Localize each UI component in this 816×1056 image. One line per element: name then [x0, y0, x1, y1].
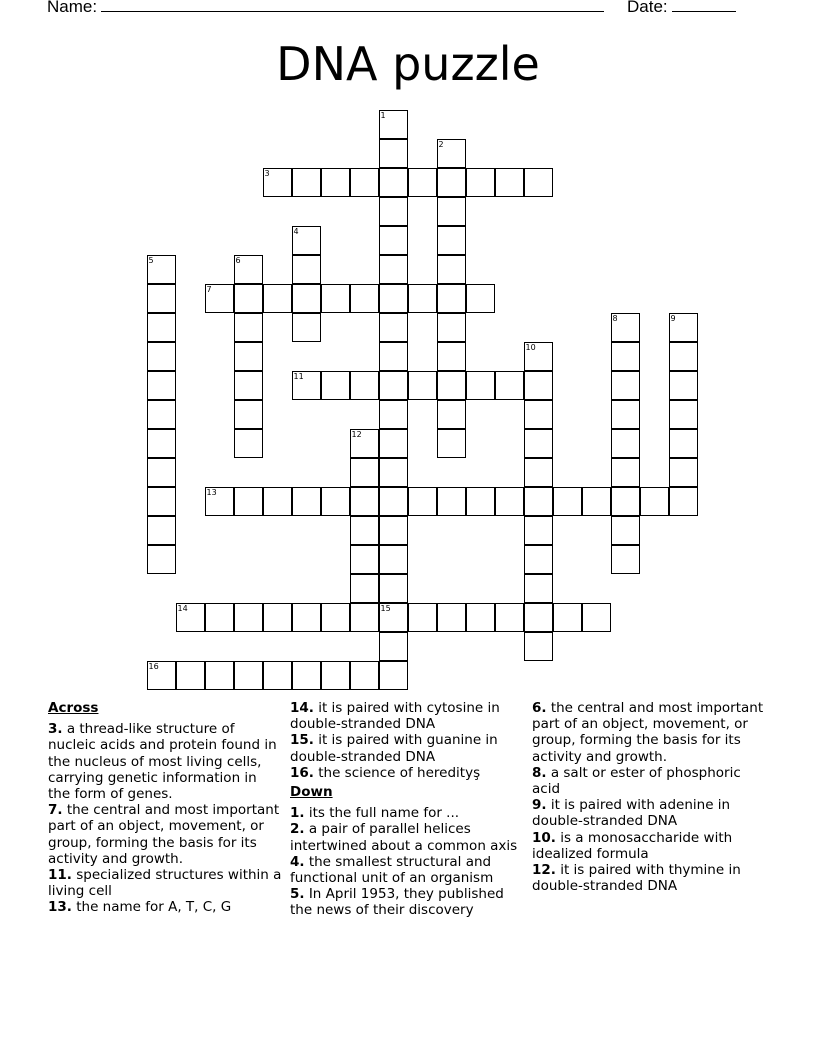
clue-number: 2	[438, 140, 444, 149]
clue-number-label: 15.	[290, 732, 314, 749]
clue-number-label: 11.	[48, 867, 72, 884]
grid-cell[interactable]	[379, 342, 408, 371]
clue-number-label: 16.	[290, 764, 314, 781]
grid-cell[interactable]	[263, 168, 292, 197]
clue-item	[290, 821, 526, 853]
clue-number-label: 5.	[290, 886, 305, 903]
grid-cell[interactable]	[147, 516, 176, 545]
grid-cell[interactable]	[611, 458, 640, 487]
grid-cell[interactable]	[437, 139, 466, 168]
grid-cell[interactable]	[669, 429, 698, 458]
page-title: DNA puzzle	[276, 37, 540, 91]
clue-item	[532, 700, 768, 765]
grid-cell[interactable]	[379, 255, 408, 284]
grid-cell[interactable]	[350, 545, 379, 574]
date-label: Date:	[627, 0, 668, 16]
grid-cell[interactable]	[553, 603, 582, 632]
grid-cell[interactable]	[582, 487, 611, 516]
grid-cell[interactable]	[379, 197, 408, 226]
grid-cell[interactable]	[437, 226, 466, 255]
clue-item	[290, 732, 526, 764]
clue-number-label: 14.	[290, 700, 314, 716]
grid-cell[interactable]	[437, 284, 466, 313]
grid-cell[interactable]	[292, 313, 321, 342]
clue-number: 13	[206, 488, 217, 497]
grid-cell[interactable]	[379, 458, 408, 487]
grid-cell[interactable]	[524, 574, 553, 603]
grid-cell[interactable]	[321, 661, 350, 690]
grid-cell[interactable]	[466, 487, 495, 516]
grid-cell[interactable]	[234, 342, 263, 371]
grid-cell[interactable]	[292, 255, 321, 284]
grid-cell[interactable]	[263, 284, 292, 313]
grid-cell[interactable]	[234, 400, 263, 429]
grid-cell[interactable]	[205, 661, 234, 690]
grid-cell[interactable]	[379, 139, 408, 168]
grid-cell[interactable]	[524, 458, 553, 487]
grid-cell[interactable]	[350, 429, 379, 458]
clue-item	[532, 830, 768, 862]
grid-cell[interactable]	[379, 632, 408, 661]
grid-cell[interactable]	[408, 168, 437, 197]
grid-cell[interactable]	[466, 603, 495, 632]
clue-number: 11	[293, 372, 304, 381]
clue-text: a salt or ester of phosphoric acid	[532, 764, 741, 798]
clue-text: it is paired with cytosine in double-stranded DNA	[290, 700, 500, 733]
grid-cell[interactable]	[669, 400, 698, 429]
clue-number: 15	[380, 604, 391, 613]
clue-number: 1	[380, 111, 386, 120]
grid-cell[interactable]	[611, 487, 640, 516]
grid-cell[interactable]	[147, 458, 176, 487]
down-heading: Down	[290, 784, 333, 801]
clue-text: In April 1953, they published the news of their discovery	[290, 886, 504, 919]
grid-cell[interactable]	[350, 603, 379, 632]
clue-item	[532, 797, 768, 829]
grid-cell[interactable]	[611, 313, 640, 342]
clue-text: specialized structures within a living cell	[48, 867, 282, 900]
grid-cell[interactable]	[437, 400, 466, 429]
grid-cell[interactable]	[611, 429, 640, 458]
clue-text: the central and most important part of an object, movement, or group, forming the basis for its activity and growth.	[48, 802, 280, 867]
grid-cell[interactable]	[582, 603, 611, 632]
clue-text: the central and most important part of an object, movement, or group, forming the basis for its activity and growth.	[532, 700, 764, 765]
across-clue-list	[48, 721, 283, 915]
clue-text: a pair of parallel helices intertwined about a common axis	[290, 821, 518, 854]
grid-cell[interactable]	[669, 487, 698, 516]
clue-item	[290, 765, 526, 781]
grid-cell[interactable]	[669, 313, 698, 342]
clue-number: 12	[351, 430, 362, 439]
clue-item	[48, 867, 283, 899]
grid-cell[interactable]	[524, 516, 553, 545]
grid-cell[interactable]	[147, 342, 176, 371]
grid-cell[interactable]	[321, 487, 350, 516]
grid-cell[interactable]	[147, 313, 176, 342]
grid-cell[interactable]	[408, 603, 437, 632]
grid-cell[interactable]	[147, 545, 176, 574]
grid-cell[interactable]	[379, 110, 408, 139]
grid-cell[interactable]	[437, 255, 466, 284]
grid-cell[interactable]	[292, 226, 321, 255]
grid-cell[interactable]	[379, 284, 408, 313]
grid-cell[interactable]	[611, 400, 640, 429]
clue-number: 7	[206, 285, 212, 294]
clue-item	[48, 802, 283, 867]
grid-cell[interactable]	[321, 168, 350, 197]
grid-cell[interactable]	[408, 487, 437, 516]
grid-cell[interactable]	[350, 458, 379, 487]
grid-cell[interactable]	[292, 371, 321, 400]
name-label: Name:	[47, 0, 98, 16]
grid-cell[interactable]	[524, 371, 553, 400]
grid-cell[interactable]	[350, 487, 379, 516]
grid-cell[interactable]	[147, 429, 176, 458]
clue-text: the science of heredityş	[313, 764, 481, 781]
grid-cell[interactable]	[611, 342, 640, 371]
grid-cell[interactable]	[263, 661, 292, 690]
grid-cell[interactable]	[147, 284, 176, 313]
clue-number-label: 6.	[532, 700, 547, 716]
grid-cell[interactable]	[437, 371, 466, 400]
down-clue-list-continued	[532, 700, 768, 894]
clue-text: it is paired with guanine in double-stranded DNA	[290, 732, 498, 765]
across-clue-list-continued	[290, 700, 526, 781]
grid-cell[interactable]	[611, 371, 640, 400]
clue-number-label: 12.	[532, 862, 556, 879]
grid-cell[interactable]	[524, 603, 553, 632]
grid-cell[interactable]	[437, 603, 466, 632]
grid-cell[interactable]	[466, 168, 495, 197]
grid-cell[interactable]	[379, 400, 408, 429]
grid-cell[interactable]	[379, 574, 408, 603]
clue-number: 6	[235, 256, 241, 265]
clue-number-label: 2.	[290, 821, 305, 838]
grid-cell[interactable]	[292, 603, 321, 632]
grid-cell[interactable]	[379, 313, 408, 342]
clue-text: the name for A, T, C, G	[71, 899, 232, 916]
grid-cell[interactable]	[379, 661, 408, 690]
grid-cell[interactable]	[292, 661, 321, 690]
grid-cell[interactable]	[234, 371, 263, 400]
clue-number: 9	[670, 314, 676, 323]
grid-cell[interactable]	[669, 458, 698, 487]
clue-number: 14	[177, 604, 188, 613]
clue-number-label: 10.	[532, 829, 556, 846]
grid-cell[interactable]	[379, 487, 408, 516]
clue-number-label: 8.	[532, 764, 547, 781]
grid-cell[interactable]	[379, 429, 408, 458]
grid-cell[interactable]	[524, 168, 553, 197]
clue-item	[290, 886, 526, 918]
grid-cell[interactable]	[379, 168, 408, 197]
clue-text: its the full name for ...	[304, 805, 460, 822]
grid-cell[interactable]	[292, 168, 321, 197]
grid-cell[interactable]	[669, 342, 698, 371]
grid-cell[interactable]	[437, 313, 466, 342]
clue-item	[532, 862, 768, 894]
clue-number: 8	[612, 314, 618, 323]
grid-cell[interactable]	[466, 284, 495, 313]
clue-text: a thread-like structure of nucleic acids and protein found in the nucleus of most living cells, carrying genetic information in the form of genes.	[48, 721, 277, 803]
grid-cell[interactable]	[437, 487, 466, 516]
down-clue-list	[290, 805, 526, 918]
grid-cell[interactable]	[292, 487, 321, 516]
clue-item	[290, 805, 526, 821]
grid-cell[interactable]	[640, 487, 669, 516]
clue-number-label: 4.	[290, 853, 305, 870]
clue-number-label: 9.	[532, 797, 547, 814]
clue-text: the smallest structural and functional unit of an organism	[290, 853, 494, 887]
grid-cell[interactable]	[147, 661, 176, 690]
grid-cell[interactable]	[321, 371, 350, 400]
grid-cell[interactable]	[234, 284, 263, 313]
grid-cell[interactable]	[611, 545, 640, 574]
grid-cell[interactable]	[234, 313, 263, 342]
grid-cell[interactable]	[147, 255, 176, 284]
grid-cell[interactable]	[147, 371, 176, 400]
grid-cell[interactable]	[379, 516, 408, 545]
grid-cell[interactable]	[321, 284, 350, 313]
grid-cell[interactable]	[495, 371, 524, 400]
clues-column-3	[532, 700, 768, 894]
grid-cell[interactable]	[350, 574, 379, 603]
grid-cell[interactable]	[466, 371, 495, 400]
grid-cell[interactable]	[205, 603, 234, 632]
grid-cell[interactable]	[437, 429, 466, 458]
grid-cell[interactable]	[437, 342, 466, 371]
clue-number: 16	[148, 662, 159, 671]
grid-cell[interactable]	[350, 168, 379, 197]
grid-cell[interactable]	[234, 255, 263, 284]
grid-cell[interactable]	[437, 197, 466, 226]
clue-number-label: 1.	[290, 805, 305, 822]
grid-cell[interactable]	[176, 603, 205, 632]
grid-cell[interactable]	[350, 661, 379, 690]
grid-cell[interactable]	[321, 603, 350, 632]
grid-cell[interactable]	[524, 429, 553, 458]
grid-cell[interactable]	[379, 226, 408, 255]
grid-cell[interactable]	[611, 516, 640, 545]
across-heading: Across	[48, 700, 99, 716]
clue-number: 4	[293, 227, 299, 236]
clue-text: is a monosaccharide with idealized formula	[532, 829, 733, 862]
grid-cell[interactable]	[234, 429, 263, 458]
grid-cell[interactable]	[524, 400, 553, 429]
grid-cell[interactable]	[263, 603, 292, 632]
grid-cell[interactable]	[147, 487, 176, 516]
clues-column-1	[48, 700, 283, 916]
grid-cell[interactable]	[524, 632, 553, 661]
clue-item	[290, 854, 526, 886]
grid-cell[interactable]	[263, 487, 292, 516]
grid-cell[interactable]	[234, 603, 263, 632]
grid-cell[interactable]	[292, 284, 321, 313]
grid-cell[interactable]	[553, 487, 582, 516]
grid-cell[interactable]	[379, 603, 408, 632]
grid-cell[interactable]	[495, 603, 524, 632]
grid-cell[interactable]	[379, 545, 408, 574]
grid-cell[interactable]	[408, 284, 437, 313]
clues-column-2	[290, 700, 526, 919]
grid-cell[interactable]	[379, 371, 408, 400]
clue-text: it is paired with thymine in double-stranded DNA	[532, 862, 741, 895]
clue-number-label: 3.	[48, 721, 63, 738]
clue-item	[532, 765, 768, 797]
clue-item	[290, 700, 526, 732]
grid-cell[interactable]	[495, 487, 524, 516]
grid-cell[interactable]	[176, 661, 205, 690]
grid-cell[interactable]	[147, 400, 176, 429]
clue-item	[48, 899, 283, 915]
grid-cell[interactable]	[350, 371, 379, 400]
clue-number: 3	[264, 169, 270, 178]
grid-cell[interactable]	[205, 487, 234, 516]
clue-number: 10	[525, 343, 536, 352]
clue-item	[48, 721, 283, 802]
grid-cell[interactable]	[205, 284, 234, 313]
grid-cell[interactable]	[234, 487, 263, 516]
grid-cell[interactable]	[495, 168, 524, 197]
grid-cell[interactable]	[524, 342, 553, 371]
clue-number-label: 13.	[48, 899, 72, 916]
grid-cell[interactable]	[350, 516, 379, 545]
grid-cell[interactable]	[408, 371, 437, 400]
grid-cell[interactable]	[524, 487, 553, 516]
grid-cell[interactable]	[437, 168, 466, 197]
grid-cell[interactable]	[350, 284, 379, 313]
clue-number: 5	[148, 256, 154, 265]
grid-cell[interactable]	[234, 661, 263, 690]
clue-text: it is paired with adenine in double-stranded DNA	[532, 797, 731, 830]
grid-cell[interactable]	[524, 545, 553, 574]
clue-number-label: 7.	[48, 802, 63, 819]
grid-cell[interactable]	[669, 371, 698, 400]
